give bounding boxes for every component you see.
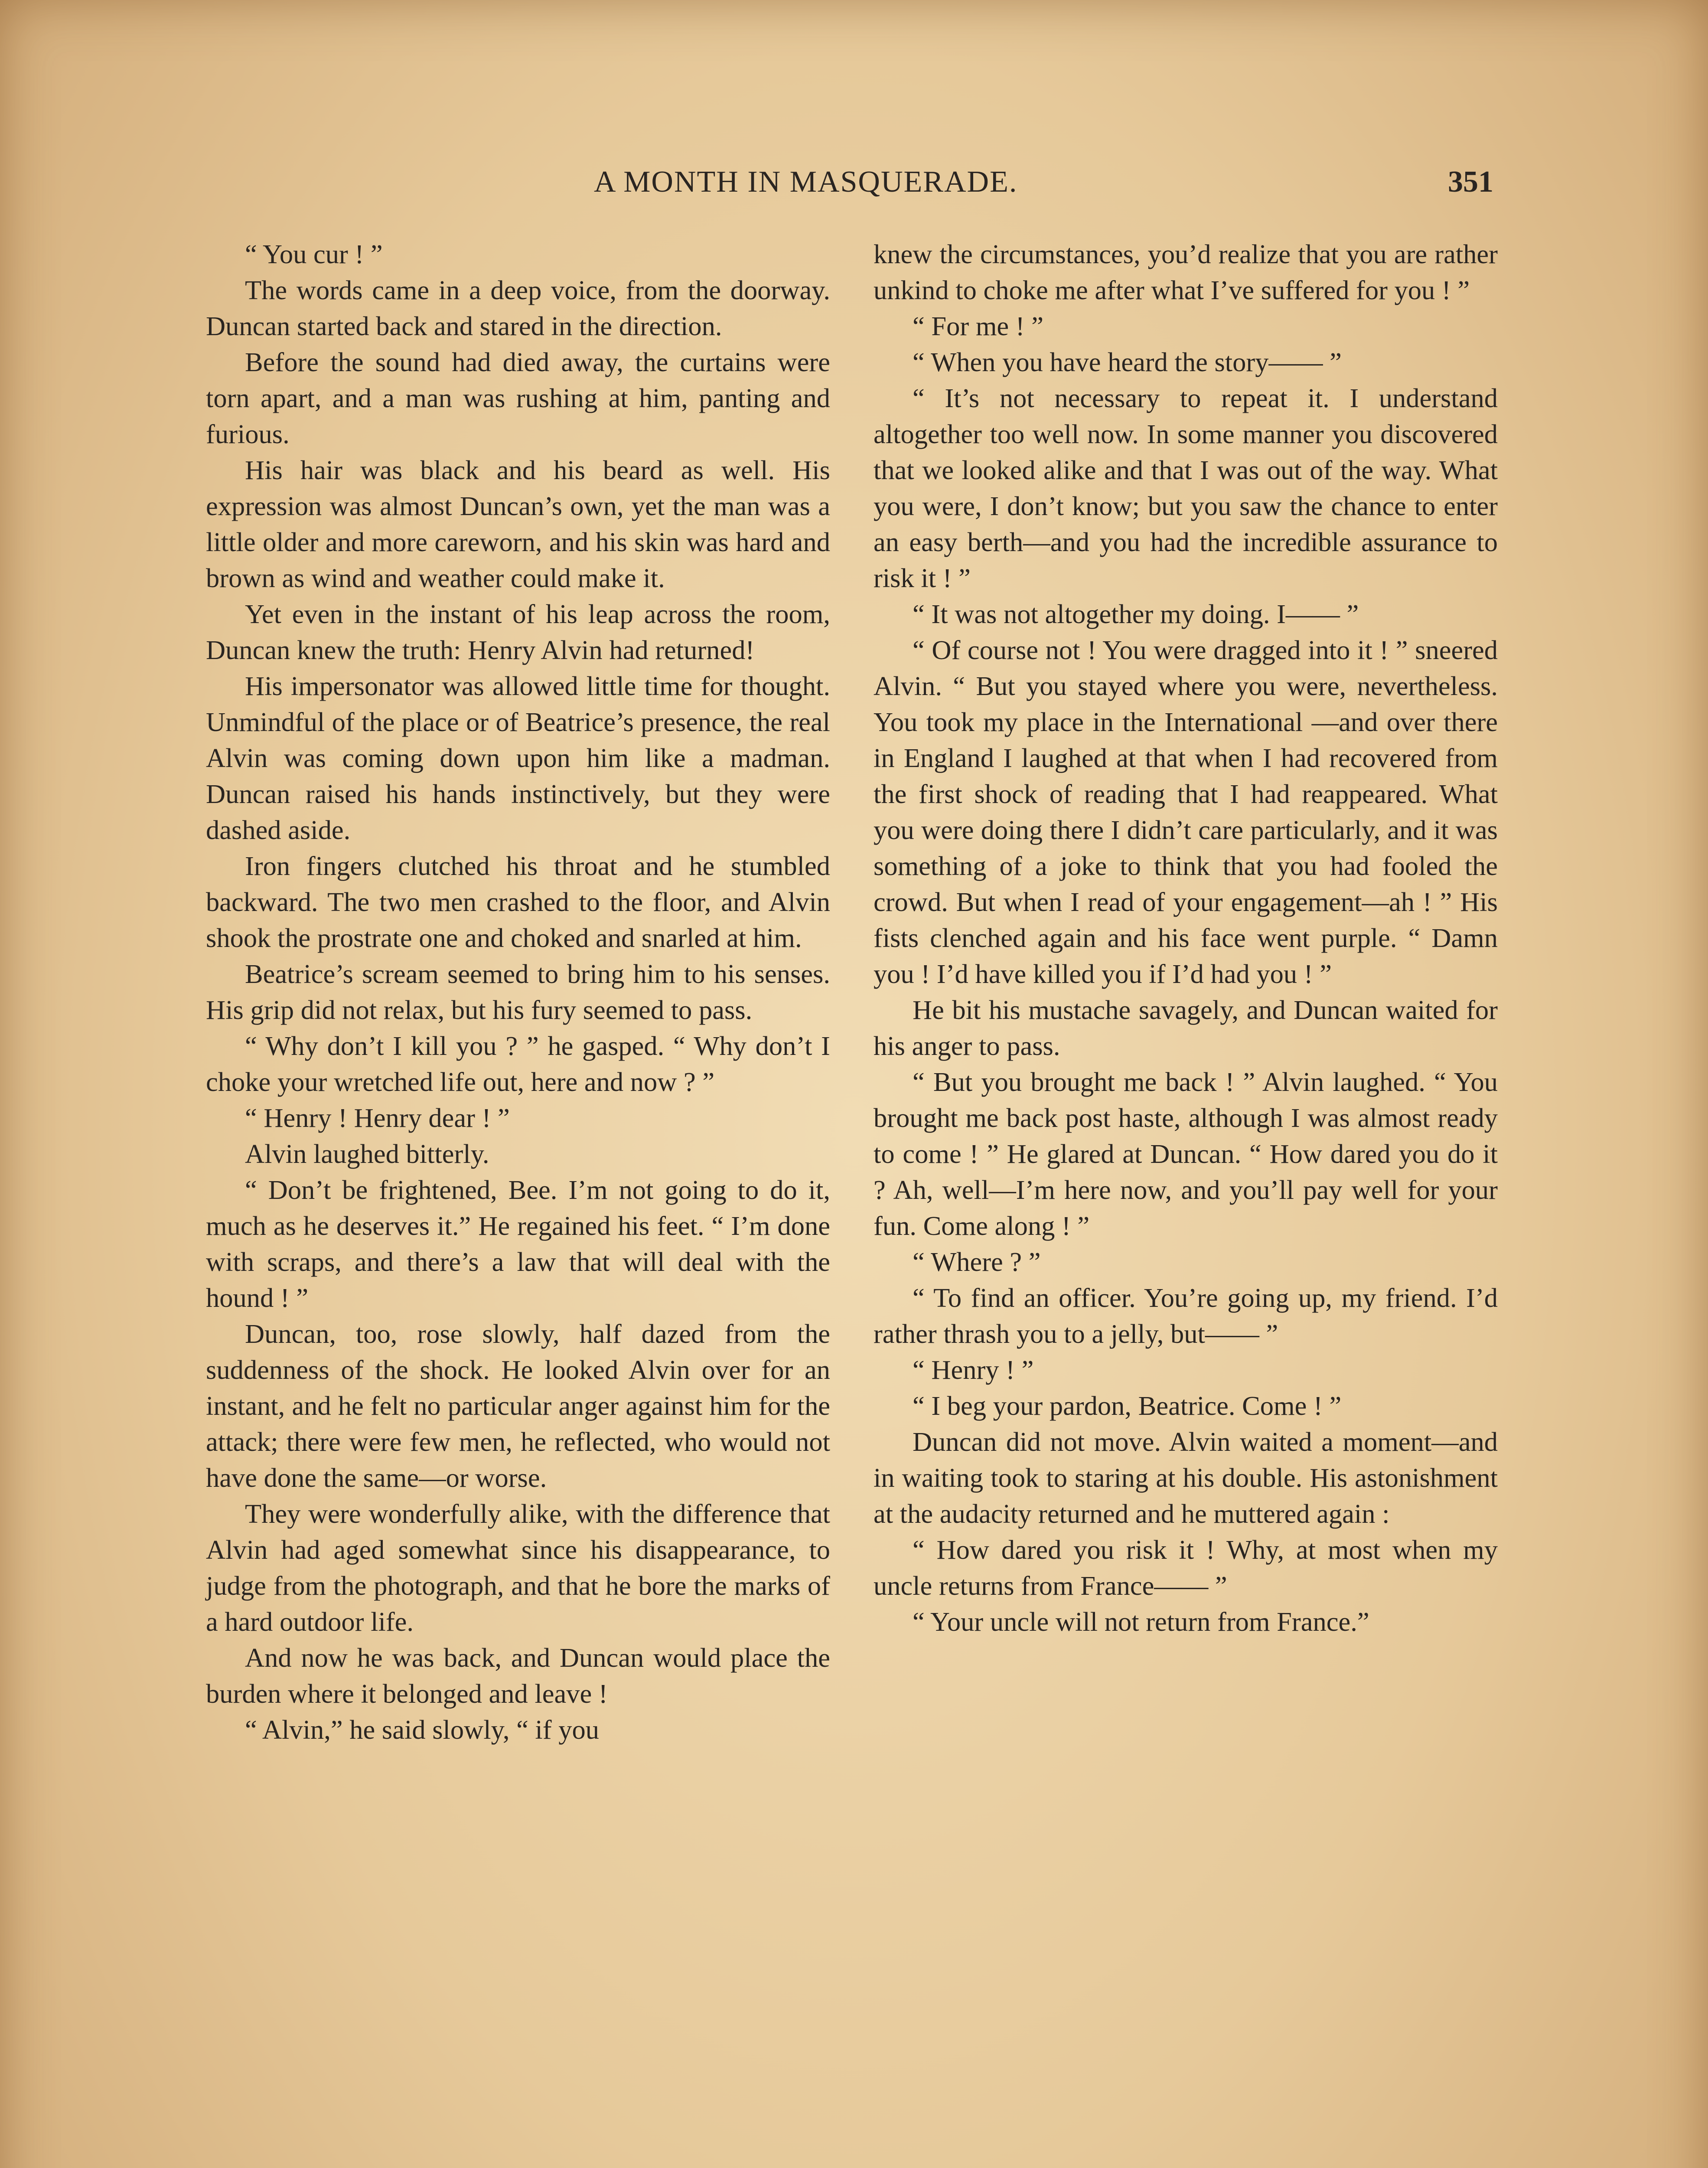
paragraph: Duncan did not move. Alvin waited a moment—and in waiting took to staring at his double. His astonishment at the audacity returned and he muttered again : — [874, 1427, 1498, 1529]
paragraph: “ I beg your pardon, Beatrice. Come ! ” — [913, 1391, 1342, 1421]
paragraph: “ But you brought me back ! ” Alvin laughed. “ You brought me back post haste, although I was almost ready to come ! ” He glared at Duncan. “ How dared you do it ? Ah, well—I’m here now, and you’ll pay well for your fun. Come along ! ” — [874, 1067, 1498, 1241]
running-head-title: A MONTH IN MASQUERADE. — [594, 165, 1018, 199]
paragraph: Yet even in the instant of his leap across the room, Duncan knew the truth: Henry Alvin had returned! — [206, 599, 830, 665]
paragraph: “ You cur ! ” — [245, 239, 383, 269]
paragraph: They were wonderfully alike, with the difference that Alvin had aged somewhat since his disappearance, to judge from the photograph, and that he bore the marks of a hard outdoor life. — [206, 1499, 830, 1637]
paragraph: Duncan, too, rose slowly, half dazed from the suddenness of the shock. He looked Alvin over for an instant, and he felt no particular anger against him for the attack; there were few men, he reflected, who would not have done the same—or worse. — [206, 1319, 830, 1493]
page-number: 351 — [1448, 165, 1493, 199]
paragraph: Beatrice’s scream seemed to bring him to his senses. His grip did not relax, but his fury seemed to pass. — [206, 959, 830, 1025]
paragraph: His impersonator was allowed little time for thought. Unmindful of the place or of Beatrice’s presence, the real Alvin was coming down upon him like a madman. Duncan raised his hands instinctively, but they were dashed aside. — [206, 671, 830, 845]
paragraph: “ Alvin,” he said slowly, “ if you — [245, 1714, 599, 1745]
paragraph: And now he was back, and Duncan would place the burden where it belonged and leave ! — [206, 1642, 830, 1709]
paragraph: Alvin laughed bitterly. — [245, 1139, 489, 1169]
right-text-column — [874, 236, 1498, 1640]
paragraph: “ Your uncle will not return from France.” — [913, 1606, 1369, 1637]
paragraph: “ To find an officer. You’re going up, my friend. I’d rather thrash you to a jelly, but—— ” — [874, 1283, 1498, 1349]
paragraph: He bit his mustache savagely, and Duncan waited for his anger to pass. — [874, 995, 1498, 1061]
paragraph: “ Henry ! Henry dear ! ” — [245, 1103, 510, 1133]
paragraph: His hair was black and his beard as well. His expression was almost Duncan’s own, yet the man was a little older and more careworn, and his skin was hard and brown as wind and weather could make it. — [206, 455, 830, 593]
paragraph: Iron fingers clutched his throat and he stumbled backward. The two men crashed to the floor, and Alvin shook the prostrate one and choked and snarled at him. — [206, 851, 830, 953]
paragraph: “ Why don’t I kill you ? ” he gasped. “ Why don’t I choke your wretched life out, here and now ? ” — [206, 1031, 830, 1097]
paragraph: “ Of course not ! You were dragged into it ! ” sneered Alvin. “ But you stayed where you were, nevertheless. You took my place in the International —and over there in England I laughed at that when I had recovered from the first shock of reading that I had reappeared. What you were doing there I didn’t care particularly, and it was something of a joke to think that you had fooled the crowd. But when I read of your engagement—ah ! ” His fists clenched again and his face went purple. “ Damn you ! I’d have killed you if I’d had you ! ” — [874, 635, 1498, 989]
paragraph: “ How dared you risk it ! Why, at most when my uncle returns from France—— ” — [874, 1535, 1498, 1601]
paragraph: “ Don’t be frightened, Bee. I’m not going to do it, much as he deserves it.” He regained his feet. “ I’m done with scraps, and there’s a law that will deal with the hound ! ” — [206, 1175, 830, 1313]
left-text-column — [206, 236, 830, 1748]
paragraph: knew the circumstances, you’d realize that you are rather unkind to choke me after what I’ve suffered for you ! ” — [874, 239, 1498, 305]
paragraph: “ It’s not necessary to repeat it. I understand altogether too well now. In some manner you discovered that we looked alike and that I was out of the way. What you were, I don’t know; but you saw the chance to enter an easy berth—and you had the incredible assurance to risk it ! ” — [874, 383, 1498, 593]
paragraph: “ Henry ! ” — [913, 1355, 1034, 1385]
paragraph: Before the sound had died away, the curtains were torn apart, and a man was rushing at him, panting and furious. — [206, 347, 830, 449]
paragraph: The words came in a deep voice, from the doorway. Duncan started back and stared in the direction. — [206, 275, 830, 341]
paragraph: “ It was not altogether my doing. I—— ” — [913, 599, 1359, 629]
paragraph: “ When you have heard the story—— ” — [913, 347, 1342, 377]
paragraph: “ Where ? ” — [913, 1247, 1041, 1277]
paragraph: “ For me ! ” — [913, 311, 1043, 341]
